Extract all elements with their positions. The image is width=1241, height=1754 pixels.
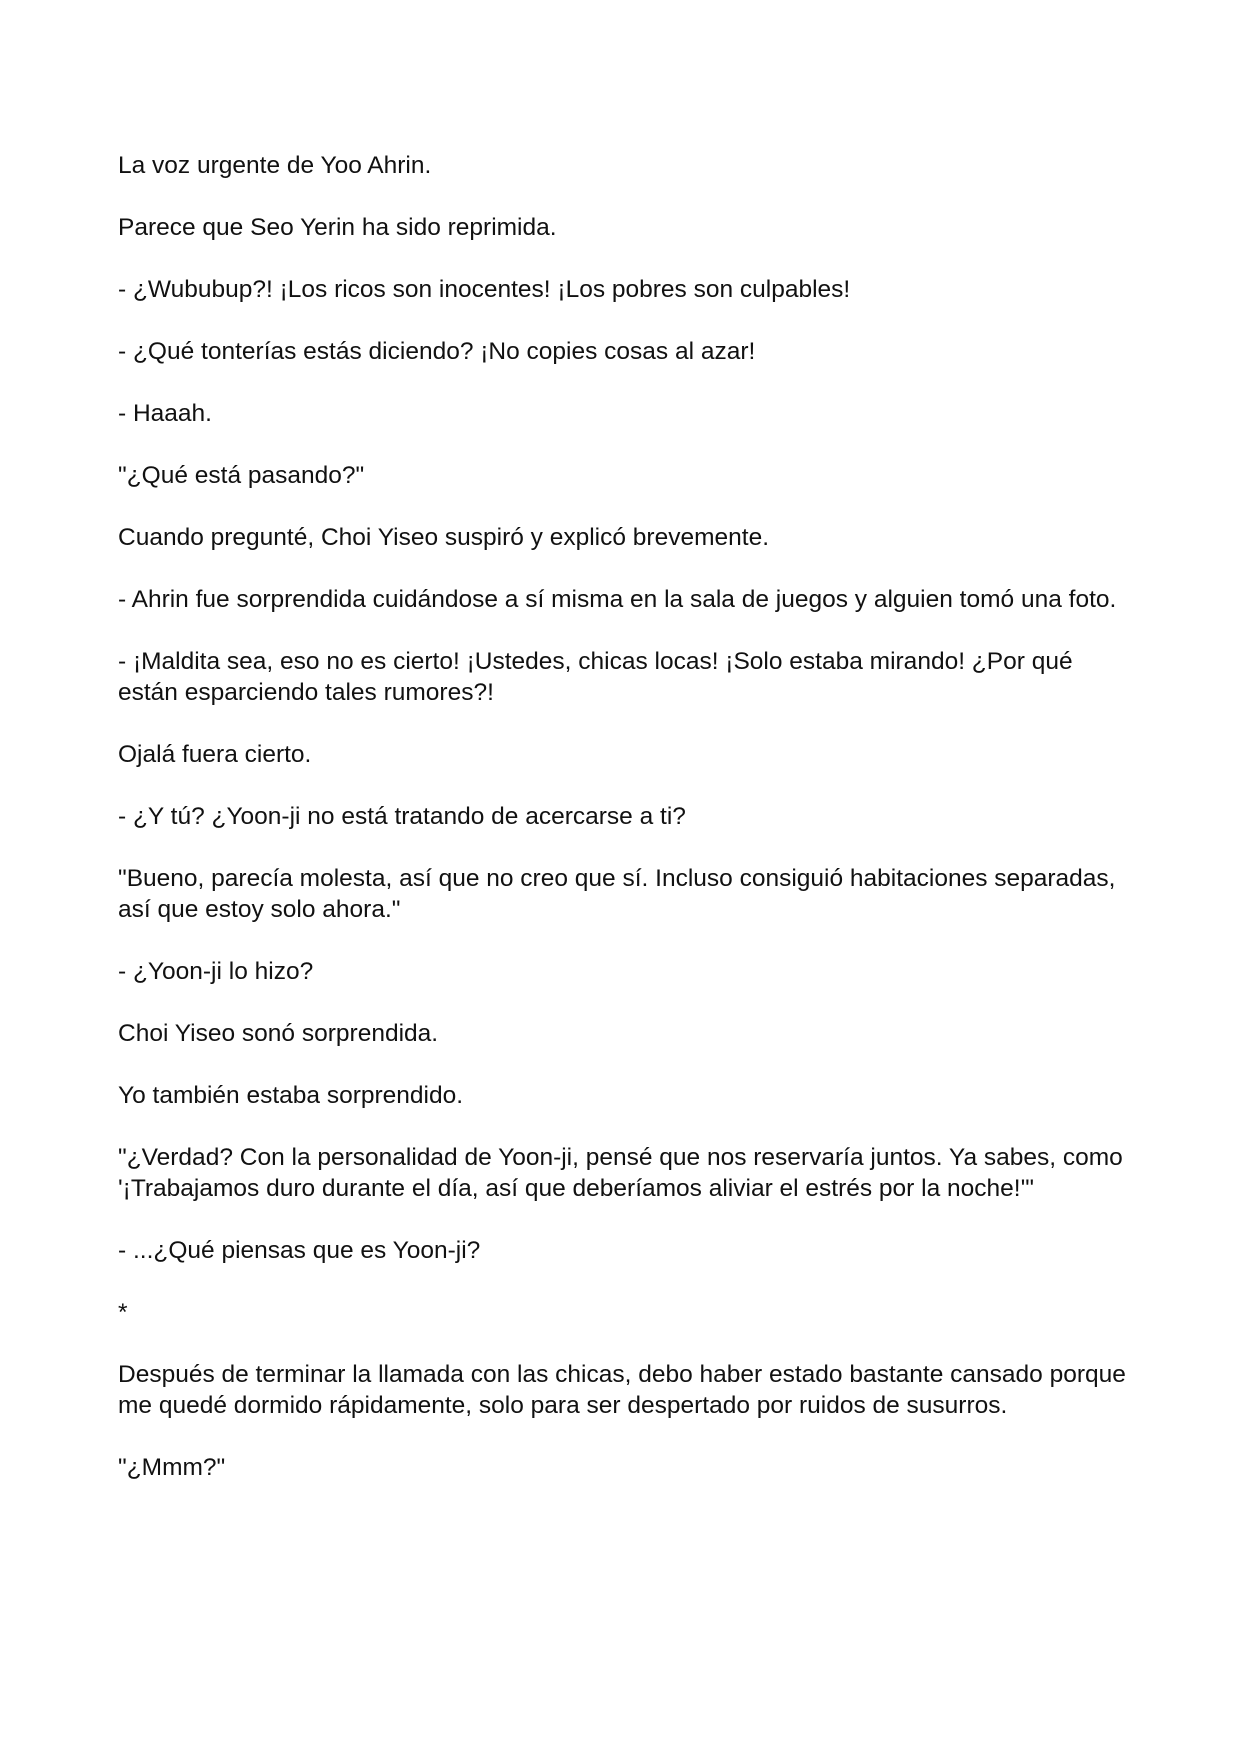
paragraph: Choi Yiseo sonó sorprendida. [118, 1020, 439, 1047]
paragraph: Después de terminar la llamada con las chicas, debo haber estado bastante cansado porque me quedé dormido rápidamente, solo para ser despertado por ruidos de susurros. [118, 1361, 1133, 1419]
paragraph: Cuando pregunté, Choi Yiseo suspiró y explicó brevemente. [118, 524, 769, 551]
document-body [118, 150, 1133, 1514]
paragraph: Parece que Seo Yerin ha sido reprimida. [118, 214, 557, 241]
paragraph: "¿Qué está pasando?" [118, 462, 365, 489]
paragraph: La voz urgente de Yoo Ahrin. [118, 152, 432, 179]
paragraph: Ojalá fuera cierto. [118, 741, 312, 768]
paragraph: "¿Mmm?" [118, 1454, 226, 1481]
paragraph: "¿Verdad? Con la personalidad de Yoon-ji, pensé que nos reservaría juntos. Ya sabes, como '¡Trabajamos duro durante el día, así que deberíamos aliviar el estrés por la noche!'" [118, 1144, 1130, 1202]
paragraph: - ¿Yoon-ji lo hizo? [118, 958, 314, 985]
paragraph: - ¿Y tú? ¿Yoon-ji no está tratando de acercarse a ti? [118, 803, 686, 830]
paragraph: - Haaah. [118, 400, 212, 427]
paragraph: - ...¿Qué piensas que es Yoon-ji? [118, 1237, 481, 1264]
paragraph: - ¡Maldita sea, eso no es cierto! ¡Ustedes, chicas locas! ¡Solo estaba mirando! ¿Por qué están esparciendo tales rumores?! [118, 648, 1080, 706]
paragraph: Yo también estaba sorprendido. [118, 1082, 464, 1109]
scene-break: * [118, 1299, 128, 1326]
paragraph: - Ahrin fue sorprendida cuidándose a sí misma en la sala de juegos y alguien tomó una foto. [118, 586, 1117, 613]
paragraph: - ¿Qué tonterías estás diciendo? ¡No copies cosas al azar! [118, 338, 756, 365]
paragraph: - ¿Wububup?! ¡Los ricos son inocentes! ¡Los pobres son culpables! [118, 276, 851, 303]
paragraph: "Bueno, parecía molesta, así que no creo que sí. Incluso consiguió habitaciones separadas, así que estoy solo ahora." [118, 865, 1123, 923]
